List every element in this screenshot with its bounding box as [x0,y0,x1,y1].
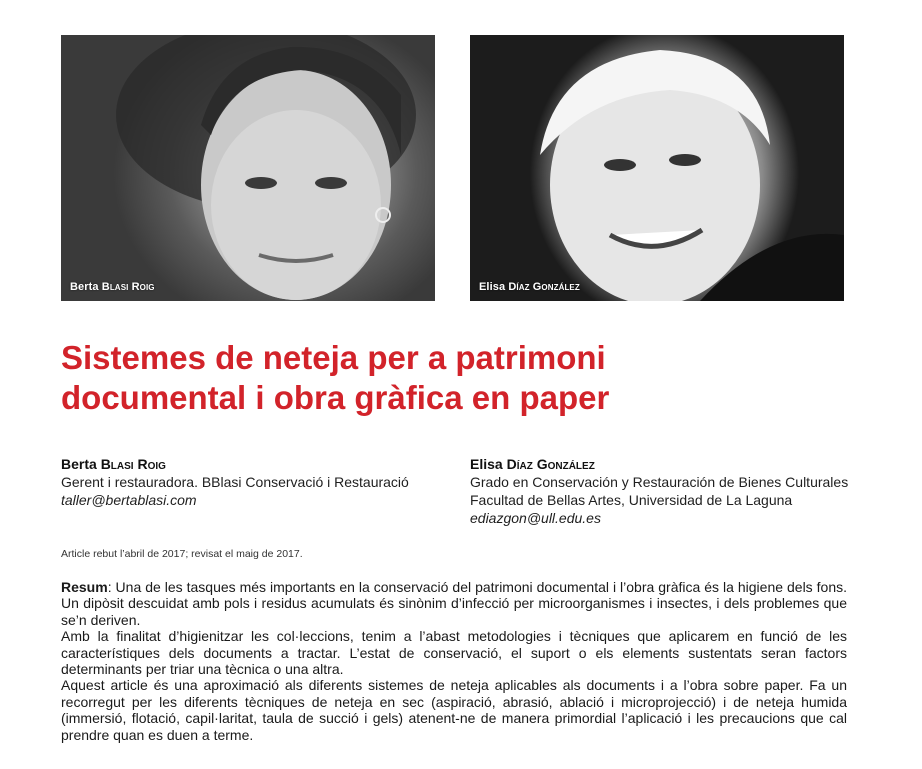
author-block-elisa [470,455,870,527]
author-block-berta [61,455,451,509]
article-title [61,338,861,418]
abstract-paragraph-1: Resum: Una de les tasques més importants en la conservació del patrimoni documental i l’obra gràfica és la higiene dels fons. Un dipòsit descuidat amb pols i residus acumulats és sinònim d’infecció per microorganismes i insectes, i dels problemes que se’n deriven. [61,579,847,628]
portrait-silhouette-right [470,35,844,301]
article-title-line-1: Sistemes de neteja per a patrimoni [61,339,606,376]
photo-caption-right: Elisa Díaz González [479,281,580,293]
received-note: Article rebut l’abril de 2017; revisat el maig de 2017. [61,548,303,560]
author-name-elisa: Elisa Díaz González [470,456,595,472]
portrait-silhouette-left [61,35,435,301]
author-photo-elisa [470,35,844,301]
abstract-label: Resum [61,579,108,595]
author-name-berta: Berta Blasi Roig [61,456,166,472]
article-title-line-2: documental i obra gràfica en paper [61,379,610,416]
author-affiliation-elisa-1: Grado en Conservación y Restauración de Bienes Culturales [470,474,849,490]
abstract [61,579,847,743]
author-affiliation-elisa-2: Facultad de Bellas Artes, Universidad de La Laguna [470,492,793,508]
photo-caption-left: Berta Blasi Roig [70,281,155,293]
abstract-paragraph-2: Amb la finalitat d’higienitzar les col·leccions, tenim a l’abast metodologies i tècniques que aplicarem en funció de les característiques dels documents a tractar. L’estat de conservació, el suport o els elements sustentats seran factors determinants per triar una tècnica o una altra. [61,628,847,678]
author-email-elisa[interactable]: ediazgon@ull.edu.es [470,510,601,526]
abstract-paragraph-3: Aquest article és una aproximació als diferents sistemes de neteja aplicables als documents i a l’obra sobre paper. Fa un recorregut per les diferents tècniques de neteja en sec (aspiració, abrasió, ablació i microprojecció) i de neteja humida (immersió, flotació, capil·laritat, taula de succió i gels) atenent-ne de manera primordial l’aplicació i les precaucions que cal prendre quan es duen a terme. [61,677,847,743]
author-affiliation-berta: Gerent i restauradora. BBlasi Conservació i Restauració [61,474,409,490]
author-email-berta[interactable]: taller@bertablasi.com [61,492,197,508]
author-photo-berta [61,35,435,301]
